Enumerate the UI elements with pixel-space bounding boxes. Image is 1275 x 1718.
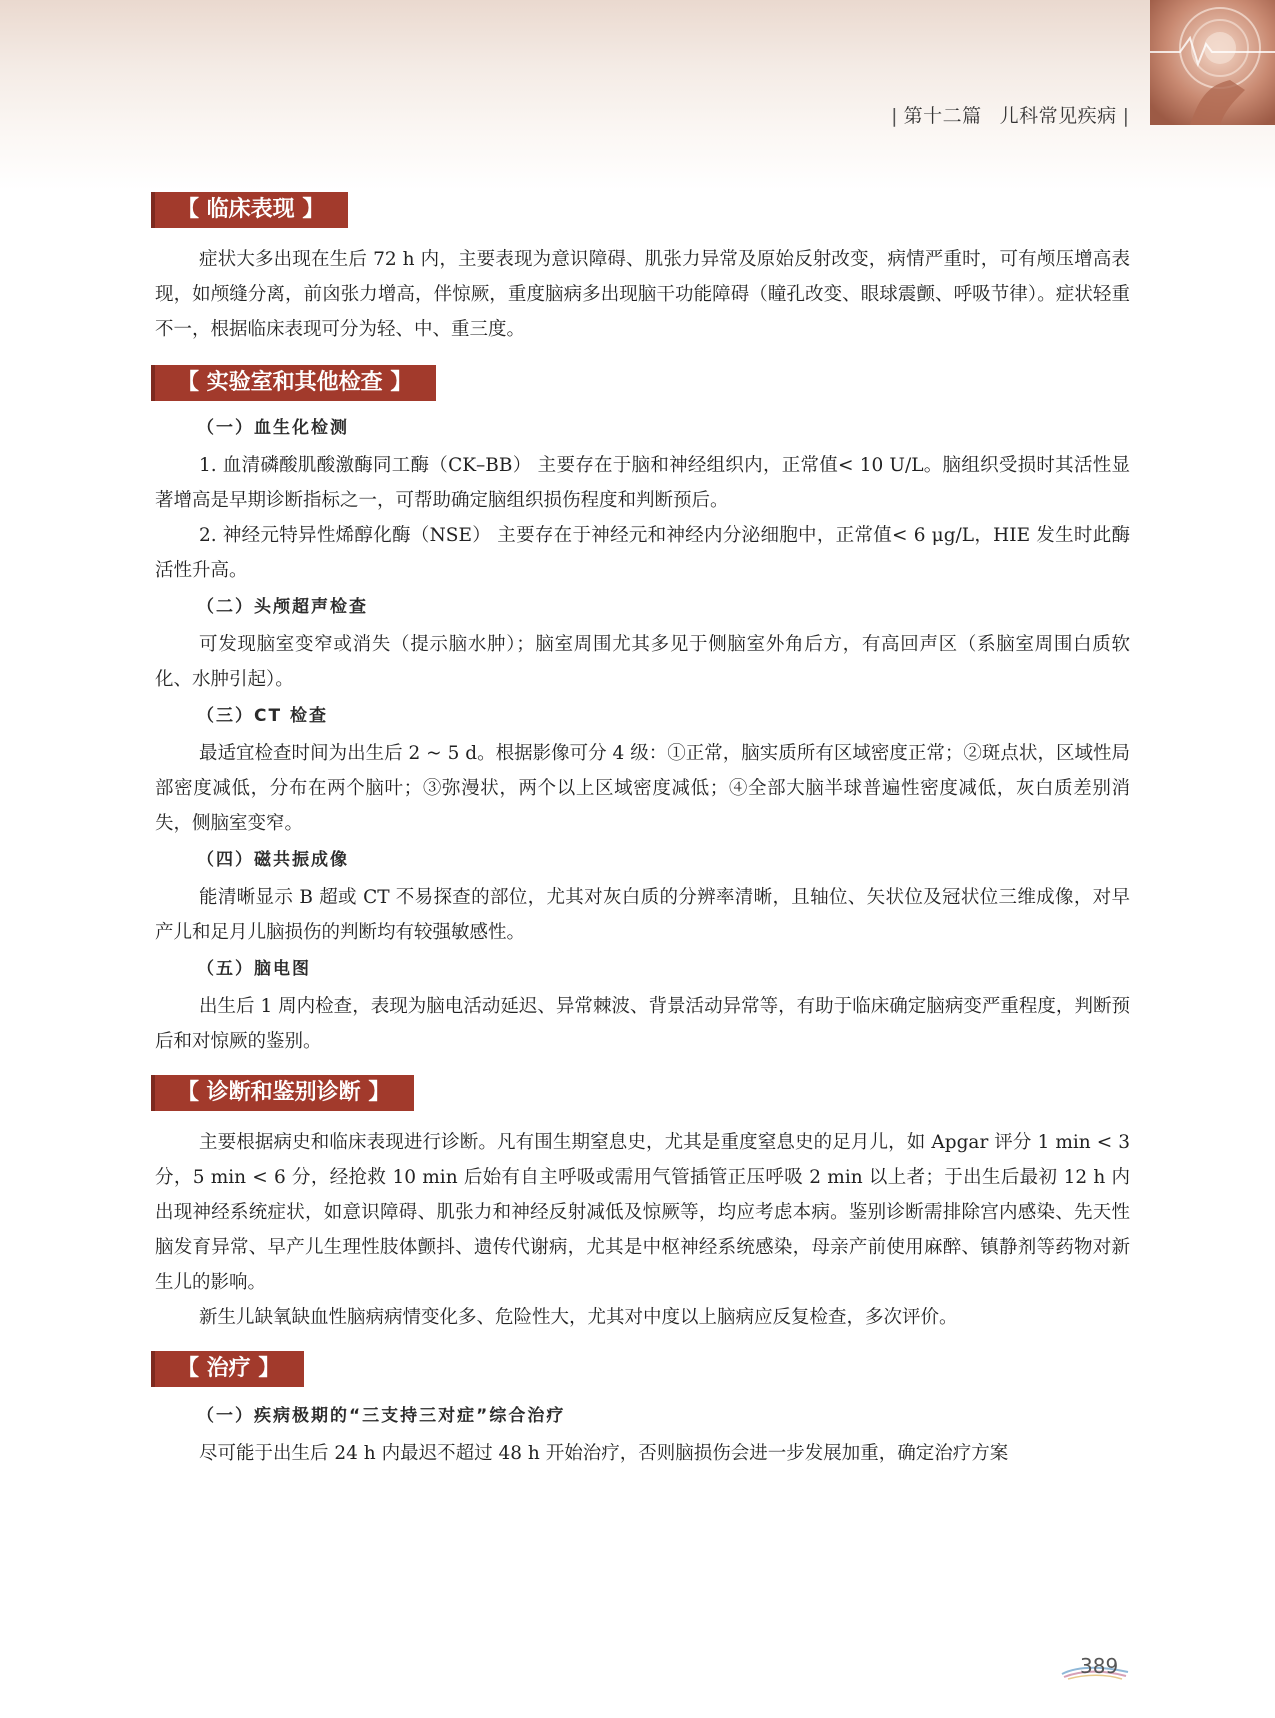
subsection-heading: （四）磁共振成像 xyxy=(197,850,349,870)
paragraph: 可发现脑室变窄或消失（提示脑水肿）；脑室周围尤其多见于侧脑室外角后方，有高回声区（系脑室周围白质软化、水肿引起）。 xyxy=(155,634,1130,690)
subsection-heading: （三）CT 检查 xyxy=(197,706,328,726)
section-clinical xyxy=(155,192,1130,347)
section-heading: 【 治疗 】 xyxy=(155,1351,304,1387)
section-diagnosis xyxy=(155,1075,1130,1335)
subsection-heading: （一）血生化检测 xyxy=(197,418,349,438)
subsection-heading: （五）脑电图 xyxy=(197,959,311,979)
paragraph: 能清晰显示 B 超或 CT 不易探查的部位，尤其对灰白质的分辨率清晰，且轴位、矢状位及冠状位三维成像，对早产儿和足月儿脑损伤的判断均有较强敏感性。 xyxy=(155,887,1130,943)
paragraph: 出生后 1 周内检查，表现为脑电活动延迟、异常棘波、背景活动异常等，有助于临床确定脑病变严重程度，判断预后和对惊厥的鉴别。 xyxy=(155,996,1130,1052)
paragraph: 最适宜检查时间为出生后 2 ~ 5 d。根据影像可分 4 级：①正常，脑实质所有区域密度正常；②斑点状，区域性局部密度减低，分布在两个脑叶；③弥漫状，两个以上区域密度减低；④全部大脑半球普遍性密度减低，灰白质差别消失，侧脑室变窄。 xyxy=(155,743,1130,834)
section-heading: 【 诊断和鉴别诊断 】 xyxy=(155,1075,414,1111)
section-treatment xyxy=(155,1351,1130,1471)
paragraph: 新生儿缺氧缺血性脑病病情变化多、危险性大，尤其对中度以上脑病应反复检查，多次评价。 xyxy=(199,1307,958,1328)
top-decorative-band xyxy=(0,0,1275,190)
subsection-heading: （二）头颅超声检查 xyxy=(197,597,368,617)
section-lab-tests xyxy=(155,365,1130,1059)
paragraph: 尽可能于出生后 24 h 内最迟不超过 48 h 开始治疗，否则脑损伤会进一步发展加重，确定治疗方案 xyxy=(199,1443,1009,1464)
header-title: 儿科常见疾病 xyxy=(999,105,1117,127)
running-header xyxy=(885,101,1135,128)
section-heading: 【 实验室和其他检查 】 xyxy=(155,365,436,401)
paragraph: 2. 神经元特异性烯醇化酶（NSE） 主要存在于神经元和神经内分泌细胞中，正常值< 6 μg/L，HIE 发生时此酶活性升高。 xyxy=(155,525,1130,581)
paragraph: 1. 血清磷酸肌酸激酶同工酶（CK–BB） 主要存在于脑和神经组织内，正常值< 10 U/L。脑组织受损时其活性显著增高是早期诊断指标之一，可帮助确定脑组织损伤程度和判断预后。 xyxy=(155,455,1130,511)
paragraph: 症状大多出现在生后 72 h 内，主要表现为意识障碍、肌张力异常及原始反射改变，病情严重时，可有颅压增高表现，如颅缝分离，前囟张力增高，伴惊厥，重度脑病多出现脑干功能障碍（瞳孔改变、眼球震颤、呼吸节律）。症状轻重不一，根据临床表现可分为轻、中、重三度。 xyxy=(155,249,1130,340)
page-number: 389 xyxy=(1080,1654,1119,1678)
paragraph: 主要根据病史和临床表现进行诊断。凡有围生期窒息史，尤其是重度窒息史的足月儿，如 Apgar 评分 1 min < 3 分，5 min < 6 分，经抢救 10 min 后始有自主呼吸或需用气管插管正压呼吸 2 min 以上者；于出生后最初 12 h 内出现神经系统症状，如意识障碍、肌张力和神经反射减低及惊厥等，均应考虑本病。鉴别诊断需排除宫内感染、先天性脑发育异常、早产儿生理性肢体颤抖、遗传代谢病，尤其是中枢神经系统感染，母亲产前使用麻醉、镇静剂等药物对新生儿的影响。 xyxy=(155,1132,1130,1293)
subsection-heading: （一）疾病极期的“三支持三对症”综合治疗 xyxy=(197,1406,566,1426)
page-content xyxy=(155,192,1130,1471)
header-divider-right: | xyxy=(1122,105,1129,127)
header-divider-left: | xyxy=(891,105,898,127)
medical-corner-image xyxy=(1150,0,1275,125)
header-chapter: 第十二篇 xyxy=(903,105,982,127)
section-heading: 【 临床表现 】 xyxy=(155,192,348,228)
